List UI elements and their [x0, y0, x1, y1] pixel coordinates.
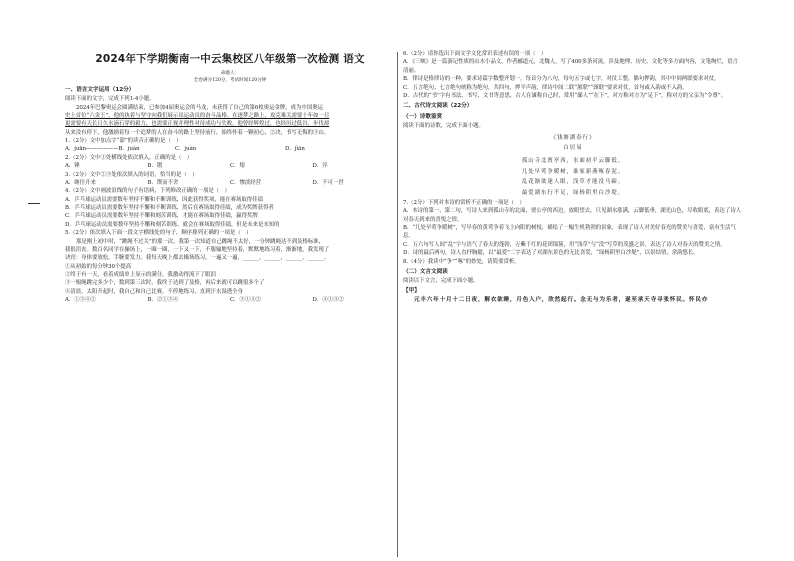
poetry-intro: 阅读下面的诗歌，完成下面小题。 [403, 122, 484, 129]
q3-options [65, 179, 395, 187]
passage-line: 史上首位“六金王”。他的执着与坚守向我们展示出运动员的奋斗品格。在逐梦之路上，攻克难关需要十年如一日 [65, 112, 330, 119]
q6-option-b: B．律诗是格律诗的一种，要求诗篇字数整齐划一，每首分为八句，每句五字或七字，对仗工整，偶句押韵，其中中间两联要求对仗。 [403, 76, 720, 83]
question-3: 3.（2分）文中②③处依次填入的词语，恰当的是（ ） [65, 171, 198, 178]
q7-option-a: A．本诗的第一、第二句，写诗人来到孤山寺的北面，贾公亭的西边，放眼望去，只见湖水涨满，云脚低垂，湖光山色，尽收眼底，表达了诗人对春天到来的喜悦之情。 [403, 208, 742, 223]
q5-item: ④清晨，太阳升起时，我自己和自己比赛，不停地练习，直到汗水湿透全身 [65, 288, 243, 295]
q3-option-a: A．继往开来 [65, 179, 96, 186]
poem-line: 乱花渐欲迷人眼，浅草才能没马蹄。 [521, 179, 625, 186]
question-2: 2.（2分）文中①处横线处依次填入，正确的是（ ） [65, 154, 193, 161]
classical-subheading: （二）文言文阅读 [403, 268, 448, 275]
passage-jia-text: 元丰六年十月十二日夜，解衣欲睡，月色入户，欣然起行。念无与为乐者，遂至承天寺寻张怀民。怀民亦 [414, 296, 709, 303]
q5-passage-line: 我很沮丧。数百名同学在操场上，一圈一圈，一下又一下，不服输地坚持着，默默地练习着，渐渐地，我发现了 [65, 246, 330, 253]
passage-jia-label: 【甲】 [403, 287, 420, 294]
q6-option-c: C．五言绝句、七言绝句统称为绝句，共四句，押平声韵，律诗中间二联“颔联”“颈联”要求对仗，首句或入韵或不入韵。 [403, 84, 688, 91]
q5-option-a: A．①③④② [65, 297, 96, 304]
passage-line: 2024年巴黎奥运会圆满结束，已参加4届奥运会的马龙，未获得了自己的第6枚奥运金牌，成为中国奥运 [76, 104, 323, 111]
section-1-heading: 一、语言文字运用（12分） [65, 87, 135, 94]
exam-title: 2024年下学期衡南一中云集校区八年级第一次检测 语文 [95, 53, 365, 65]
question-6: 6.（2分）请你选出下面文学文化常识表述有误的一项（ ） [403, 51, 547, 57]
q5-item: ①从初始的每分钟30个提高 [65, 263, 132, 270]
q7-option-c: C．五六句写人间“乱”字与语气了春天的蓬勃，万紫千红的花团锦簇，用“浅草”与“没”写草的茂盛之景，表达了诗人对春天的赞美之情。 [403, 241, 726, 248]
q7-option-d: D．诗的最后两句，诗人直抒胸臆，以“最爱”二字表达了对湖东景色的无比喜爱，“绿杨阴里白沙堤”，以景结情，余韵悠长。 [403, 250, 699, 257]
q3-option-d: D．不可一世 [312, 179, 344, 186]
question-7: 7.（2分）下列对本诗的赏析不正确的一项是（ ） [403, 199, 525, 206]
exam-info: 全卷满分120分，考试时间120分钟 [193, 78, 267, 84]
question-4: 4.（2分）文中画波浪线的句子有语病，下列修改正确的一项是（ ） [65, 188, 230, 195]
q2-option-d: D．淬 [312, 163, 328, 170]
poem-line: 孤山寺北贾亭西，水面初平云脚低。 [521, 157, 625, 164]
question-8: 8.（4分）我读中“争”“啄”的妙处，请简要赏析。 [403, 258, 520, 265]
q1-option-c: C．juàn [175, 146, 197, 153]
q4-option-b: B．乒乓球运动员需要数年坚持不懈和不断训练，然后在赛场取得佳绩，成为奖牌获得者 [65, 205, 274, 212]
q7-option-b: B．“几处早莺争暖树”，写早春的黄莺争着飞上向阳的树枝，描绘了一幅生机勃勃的景象，表现了诗人对美好春光的赞美与喜爱，富有生活气息。 [403, 225, 736, 240]
column-divider [397, 52, 398, 557]
q2-options [65, 162, 395, 170]
passage-line: 从来没有停下，他激励着每一个追梦的人在奋斗的路上坚持前行，始终怀着一颗初心，②决，书写无悔的③山。 [65, 129, 330, 136]
q4-option-a: A．乒乓球运动员需要数年坚持不懈和不断训练，因此获得奖项，能在赛场取得佳绩 [65, 196, 263, 203]
left-column [65, 50, 395, 305]
section-2-heading: 二、古代诗文阅读（22分） [403, 103, 473, 110]
section-1-intro: 阅读下面的文字，完成下列1-4小题。 [65, 96, 155, 103]
q2-option-a: A．锤 [65, 163, 80, 170]
poem-line: 最爱湖东行不足，绿杨阴里白沙堤。 [521, 190, 625, 197]
q5-option-b: B．②①③④ [147, 297, 179, 304]
q4-option-d: D．乒乓球运动员需要数年坚持不懈和刻苦训练，就会在赛场取得佳绩，但是未来是未知的 [65, 221, 280, 228]
q2-option-c: C．熔 [230, 163, 245, 170]
poem-body [403, 156, 743, 199]
author-line: 命题人： [220, 71, 240, 77]
margin-mark [28, 203, 40, 204]
q3-option-c: C．惨淡经营 [230, 179, 262, 186]
poetry-subheading: （一）诗歌鉴赏 [403, 113, 443, 120]
q5-option-d: D．④①③② [312, 297, 344, 304]
q1-options [65, 145, 395, 153]
q5-item: ②终于有一天，看着成绩单上显示的满分，我激动得流下了眼泪 [65, 272, 216, 279]
q4-option-c: C．乒乓球运动员需要数年坚持不懈和刻苦训练，才能在赛场取得佳绩，赢得奖牌 [65, 213, 258, 220]
question-1: 1.（2分）文中加点字“澎”的读音正确的是（ ） [65, 138, 182, 145]
poem-author: 白居易 [563, 145, 583, 152]
q2-option-b: B．锻 [147, 163, 163, 170]
q1-option-d: D．jìān [285, 146, 305, 153]
q6-option-d: D．古代的“书”字有书法、书写、文书等意思，古人在谦称自己时，常用“鄙人”“在下”，对方称对方为“足下”，称对方的父亲为“令尊”。 [403, 92, 726, 99]
q5-passage-line: 那是刚上初中时，“跳绳不过关”的那一次，我第一次知道自己跳绳不太好，一分钟跳绳达不到及格标准， [76, 238, 325, 245]
q3-option-b: B．锲而不舍 [147, 179, 179, 186]
q1-option-a: A．juān——————B．juàn [65, 146, 140, 153]
poem-title: 《钱塘湖春行》 [550, 134, 596, 141]
q6-option-a: A．《三峡》是一篇游记性质的山水小品文，作者郦道元，北魏人，写了400多条河流，涉及地理、历史、文化等多方面内容，文笔绚烂，语言清丽。 [403, 59, 738, 74]
classical-intro: 阅读以下文言，完成下面小题。 [403, 277, 479, 284]
q5-options [65, 296, 395, 304]
q5-option-c: C．③①④② [230, 297, 262, 304]
question-5: 5.（2分）依次填入下面一段文字横线处的句子，顺序排列正确的一项是（ ） [65, 230, 252, 237]
passage-line: 更需要有天长日久水滴石穿的毅力，也需要正视并理性对待成功与失败。他曾经辉煌过，也经历过低谷，步伐却 [65, 121, 330, 128]
q5-item: ③一根绳跳完多少个，数到第三次时，我终于达到了及格，再后来就可以跳很多个了 [65, 280, 265, 287]
right-column [403, 50, 743, 304]
poem-line: 几处早莺争暖树，谁家新燕啄春泥。 [521, 168, 625, 175]
q5-passage-line: 诀窍：身体要放松，手腕要发力。我每天晚上都去操场练习，一遍又一遍，______，______，______，______。 [65, 255, 330, 262]
